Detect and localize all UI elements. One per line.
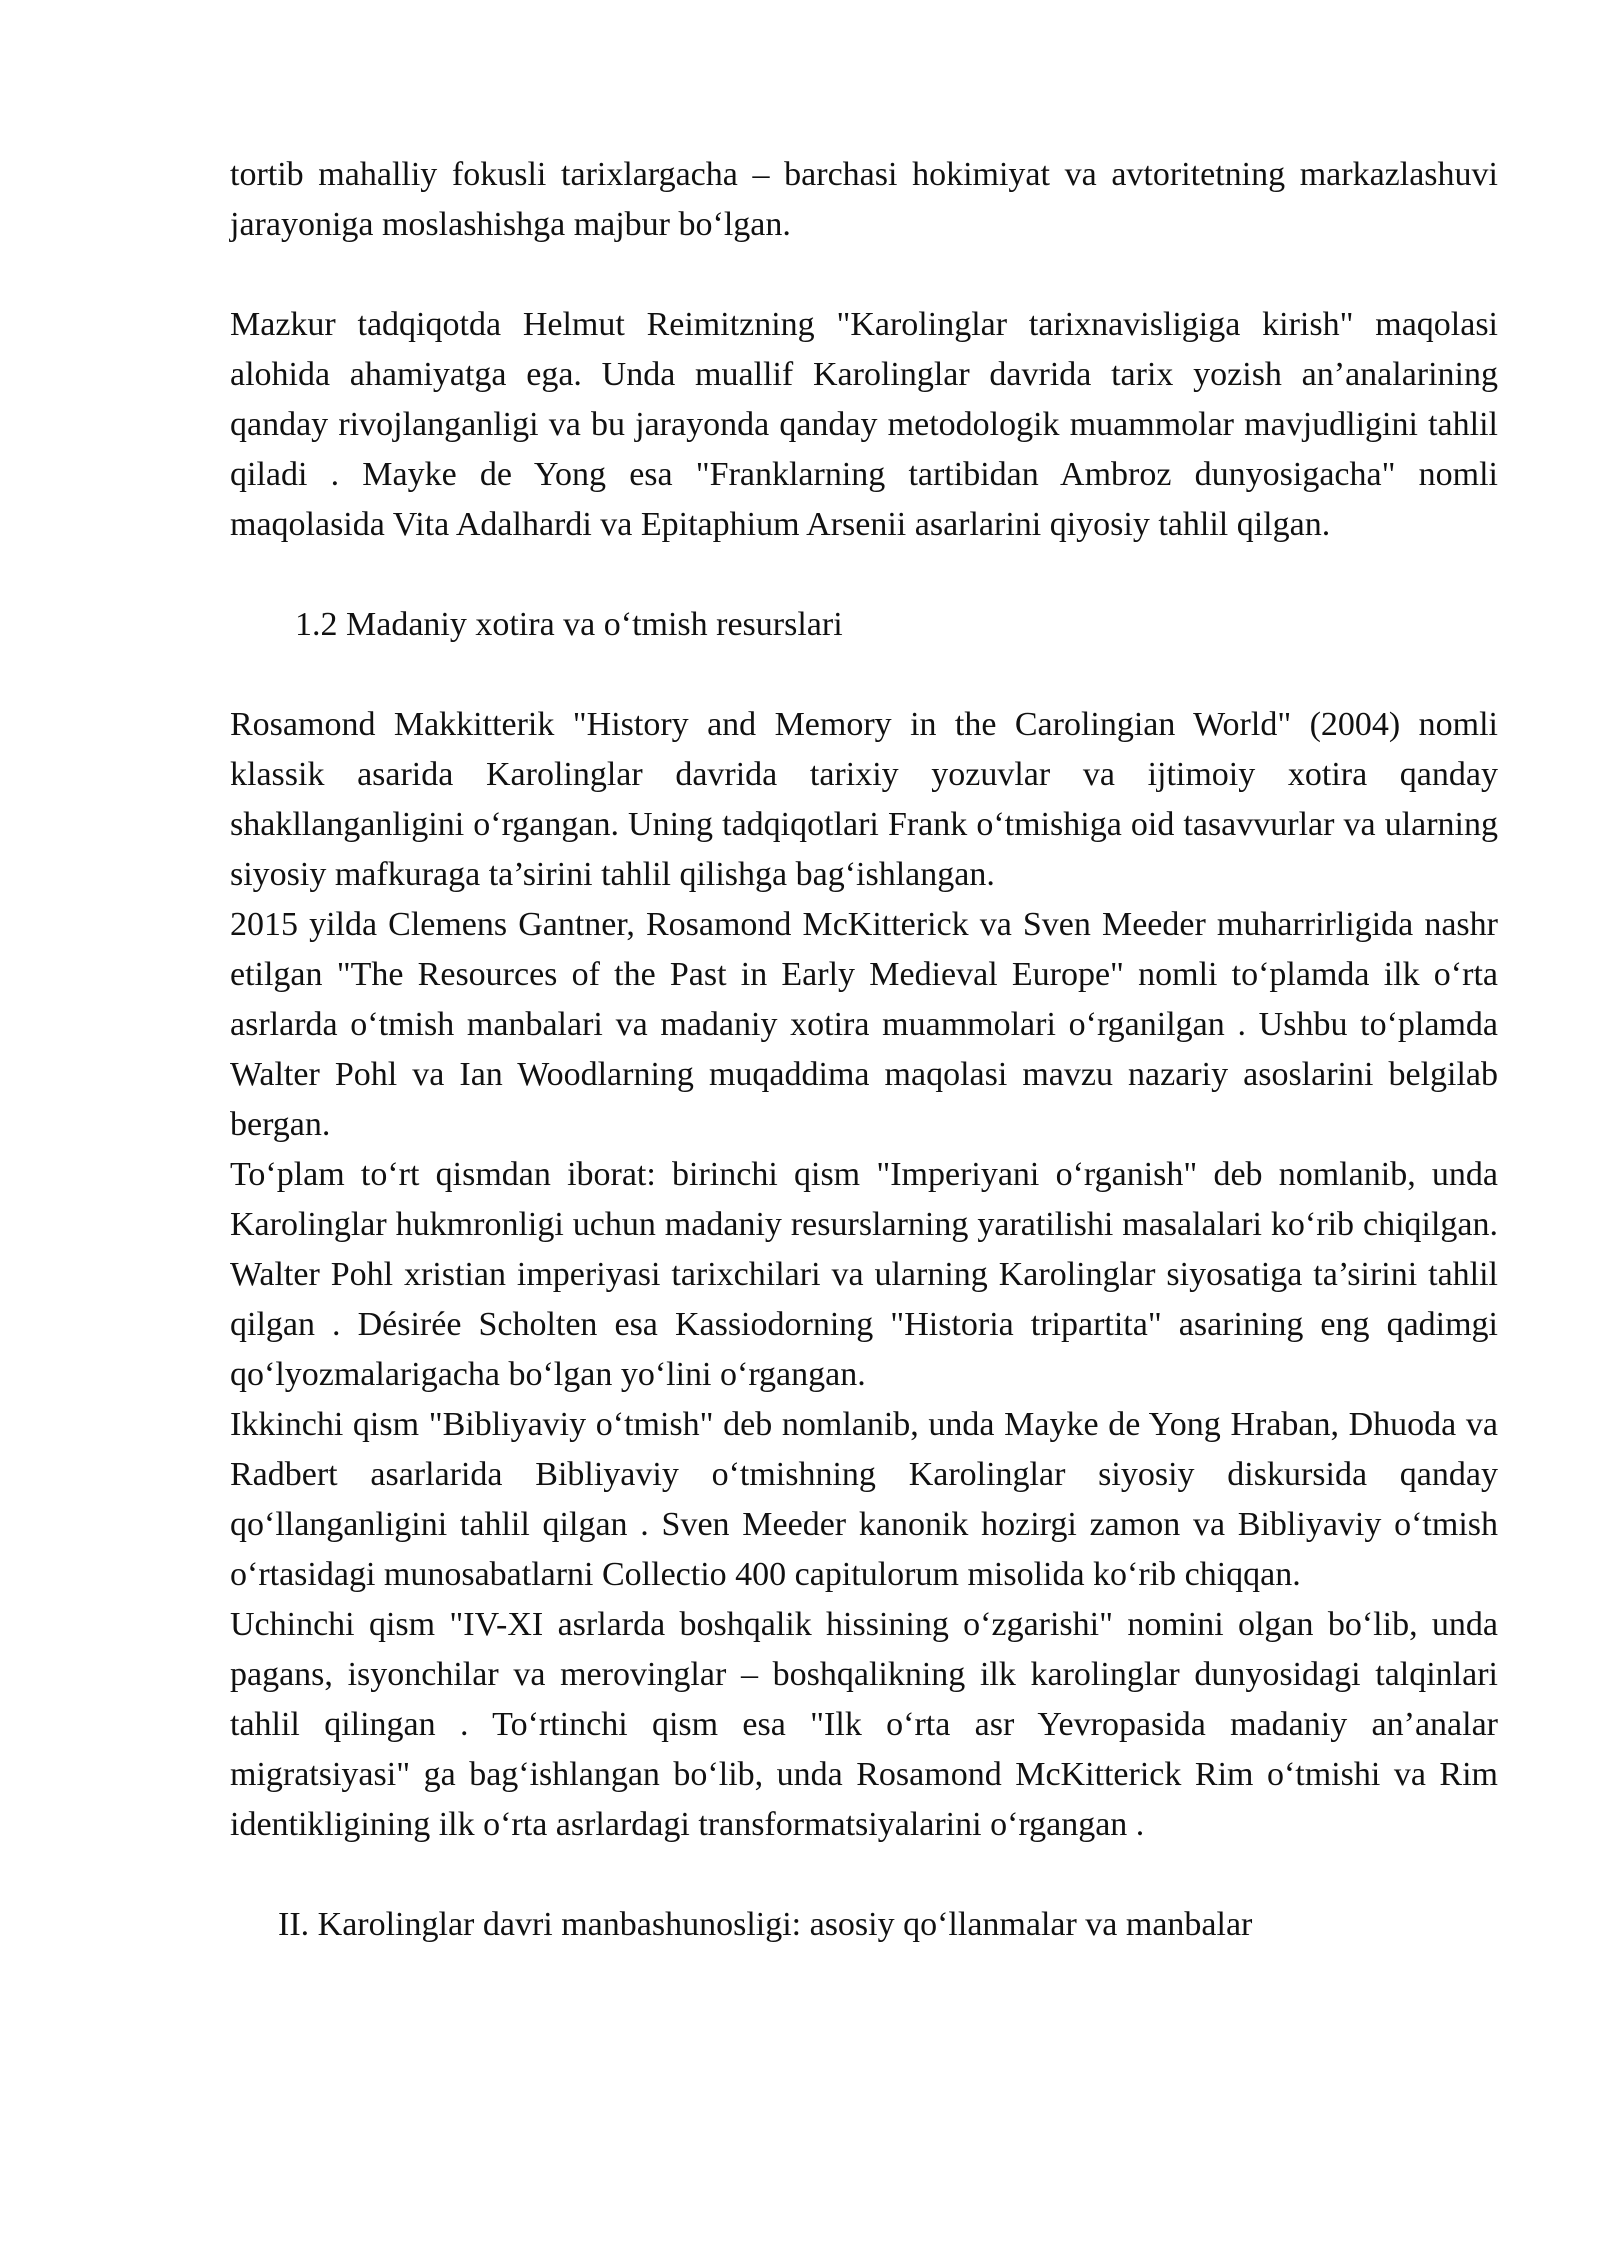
paragraph-reimitz: Mazkur tadqiqotda Helmut Reimitzning "Karolinglar tarixnavisligiga kirish" maqolasi alohida ahamiyatga ega. Unda muallif Karolinglar davrida tarix yozish an’analarining qanday rivojlanganligi va bu jarayonda qanday metodologik muammolar mavjudligini tahlil qiladi . Mayke de Yong esa "Franklarning tartibidan Ambroz dunyosigacha" nomli maqolasida Vita Adalhardi va Epitaphium Arsenii asarlarini qiyosiy tahlil qilgan.: [230, 306, 1498, 543]
paragraph-intro: tortib mahalliy fokusli tarixlargacha – barchasi hokimiyat va avtoritetning markazlashuvi jarayoniga moslashishga majbur bo‘lgan.: [230, 156, 1498, 243]
section-heading-1-2: 1.2 Madaniy xotira va o‘tmish resurslari: [295, 606, 843, 643]
paragraph-gap: [230, 250, 1498, 300]
paragraph-gap: [230, 1850, 1498, 1900]
paragraph-uchinchi: Uchinchi qism "IV-XI asrlarda boshqalik hissining o‘zgarishi" nomini olgan bo‘lib, unda pagans, isyonchilar va merovinglar – boshqalikning ilk karolinglar dunyosidagi talqinlari tahlil qilingan . To‘rtinchi qism esa "Ilk o‘rta asr Yevropasida madaniy an’analar migratsiyasi" ga bag‘ishlangan bo‘lib, unda Rosamond McKitterick Rim o‘tmishi va Rim identikligining ilk o‘rta asrlardagi transformatsiyalarini o‘rgangan .: [230, 1606, 1498, 1843]
paragraph-toplam: To‘plam to‘rt qismdan iborat: birinchi qism "Imperiyani o‘rganish" deb nomlanib, unda Karolinglar hukmronligi uchun madaniy resurslarning yaratilishi masalalari ko‘rib chiqilgan. Walter Pohl xristian imperiyasi tarixchilari va ularning Karolinglar siyosatiga ta’sirini tahlil qilgan . Désirée Scholten esa Kassiodorning "Historia tripartita" asarining eng qadimgi qo‘lyozmalarigacha bo‘lgan yo‘lini o‘rgangan.: [230, 1156, 1498, 1393]
paragraph-ikkinchi: Ikkinchi qism "Bibliyaviy o‘tmish" deb nomlanib, unda Mayke de Yong Hraban, Dhuoda va Radbert asarlarida Bibliyaviy o‘tmishning Karolinglar siyosiy diskursida qanday qo‘llanganligini tahlil qilgan . Sven Meeder kanonik hozirgi zamon va Bibliyaviy o‘tmish o‘rtasidagi munosabatlarni Collectio 400 capitulorum misolida ko‘rib chiqqan.: [230, 1406, 1498, 1593]
paragraph-makkitterik: Rosamond Makkitterik "History and Memory in the Carolingian World" (2004) nomli klassik asarida Karolinglar davrida tarixiy yozuvlar va ijtimoiy xotira qanday shakllanganligini o‘rgangan. Uning tadqiqotlari Frank o‘tmishiga oid tasavvurlar va ularning siyosiy mafkuraga ta’sirini tahlil qilishga bag‘ishlangan.: [230, 706, 1498, 893]
document-page: [230, 150, 1498, 1950]
paragraph-gap: [230, 550, 1498, 600]
paragraph-2015: 2015 yilda Clemens Gantner, Rosamond McKitterick va Sven Meeder muharrirligida nashr etilgan "The Resources of the Past in Early Medieval Europe" nomli to‘plamda ilk o‘rta asrlarda o‘tmish manbalari va madaniy xotira muammolari o‘rganilgan . Ushbu to‘plamda Walter Pohl va Ian Woodlarning muqaddima maqolasi mavzu nazariy asoslarini belgilab bergan.: [230, 906, 1498, 1143]
paragraph-gap: [230, 650, 1498, 700]
section-heading-II: II. Karolinglar davri manbashunosligi: asosiy qo‘llanmalar va manbalar: [278, 1906, 1253, 1943]
